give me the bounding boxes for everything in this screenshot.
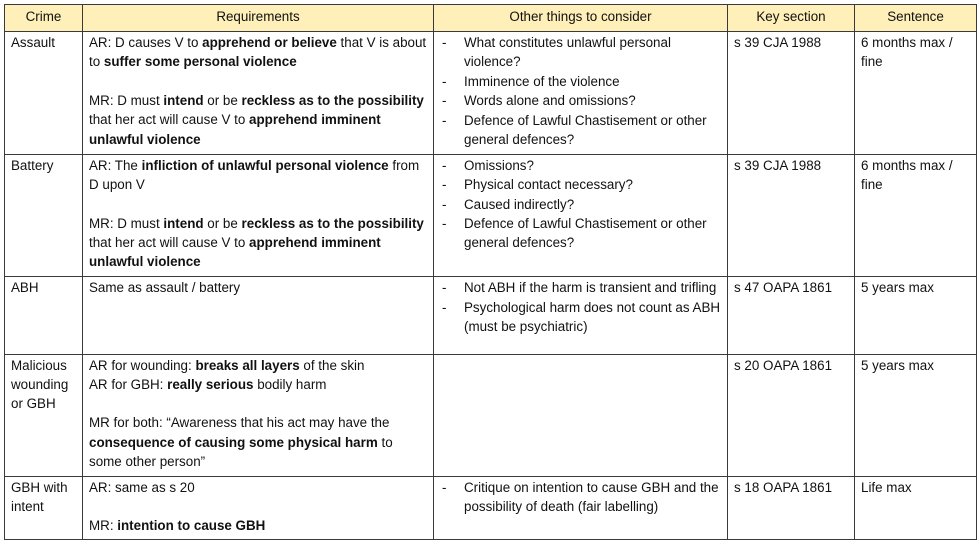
consideration-item: - Imminence of the violence xyxy=(440,72,721,91)
requirement-text: that V is about to xyxy=(89,35,427,70)
requirement-paragraph xyxy=(89,413,427,471)
crime-cell: Battery xyxy=(5,154,83,276)
requirement-emphasis: intend xyxy=(163,215,204,231)
crime-cell: Assault xyxy=(5,32,83,155)
requirements-cell xyxy=(83,476,434,539)
sentence-cell: 5 years max xyxy=(855,354,977,476)
consideration-item: - Psychological harm does not count as ABH (must be psychiatric) xyxy=(440,298,721,337)
consideration-item: - What constitutes unlawful personal violence? xyxy=(440,33,721,72)
offences-table xyxy=(4,4,977,540)
requirement-text: MR: D must xyxy=(89,92,164,108)
requirements-cell xyxy=(83,277,434,354)
requirement-text: to some other person” xyxy=(89,434,393,470)
requirement-text: AR: same as s 20 xyxy=(89,479,195,495)
consideration-item: - Words alone and omissions? xyxy=(440,91,721,110)
table-row xyxy=(5,476,977,539)
sentence-cell: 5 years max xyxy=(855,277,977,354)
requirement-paragraph xyxy=(89,91,427,149)
requirement-text: Same as assault / battery xyxy=(89,280,241,296)
requirement-emphasis: apprehend imminent unlawful violence xyxy=(89,112,381,147)
header-sentence: Sentence xyxy=(855,5,977,32)
table-row xyxy=(5,354,977,476)
table-row xyxy=(5,32,977,155)
crime-cell: GBH with intent xyxy=(5,476,83,539)
header-row xyxy=(5,5,977,32)
requirement-emphasis: intention to cause GBH xyxy=(117,518,266,534)
consideration-list xyxy=(440,156,721,253)
requirement-paragraph xyxy=(89,516,427,535)
requirement-text: of the skin xyxy=(299,357,365,373)
key-section-cell: s 39 CJA 1988 xyxy=(728,32,855,155)
header-key-section: Key section xyxy=(728,5,855,32)
requirement-paragraph xyxy=(89,33,427,72)
requirements-cell xyxy=(83,154,434,276)
crime-cell: ABH xyxy=(5,277,83,354)
consideration-item: - Defence of Lawful Chastisement or other general defences? xyxy=(440,214,721,253)
requirement-paragraph xyxy=(89,156,427,195)
consideration-item: - Defence of Lawful Chastisement or other general defences? xyxy=(440,111,721,150)
requirement-emphasis: suffer some personal violence xyxy=(103,54,297,70)
table-row xyxy=(5,154,977,276)
requirement-text: that her act will cause V to xyxy=(89,112,250,128)
consideration-item: - Omissions? xyxy=(440,156,721,175)
requirement-text: bodily harm xyxy=(253,377,327,392)
consideration-list xyxy=(440,278,721,336)
requirement-text: that her act will cause V to xyxy=(89,234,250,250)
key-section-cell: s 47 OAPA 1861 xyxy=(728,277,855,354)
crime-cell: Malicious wounding or GBH xyxy=(5,354,83,476)
table-row xyxy=(5,277,977,354)
requirement-text: AR for GBH: xyxy=(89,377,168,392)
requirement-text: MR for both: “Awareness that his act may have the xyxy=(89,415,390,431)
requirement-emphasis: apprehend imminent unlawful violence xyxy=(89,234,381,270)
header-crime: Crime xyxy=(5,5,83,32)
requirement-text: from D upon V xyxy=(89,157,420,193)
requirements-cell xyxy=(83,32,434,155)
consideration-item: - Physical contact necessary? xyxy=(440,175,721,194)
requirement-text: AR: D causes V to xyxy=(89,35,203,50)
requirement-text: MR: D must xyxy=(89,215,164,231)
requirements-cell xyxy=(83,354,434,476)
requirement-paragraph xyxy=(89,356,427,395)
other-cell xyxy=(434,354,728,476)
requirement-emphasis: intend xyxy=(163,92,204,108)
requirement-text: AR for wounding: xyxy=(89,357,196,373)
other-cell xyxy=(434,476,728,539)
sentence-cell: 6 months max / fine xyxy=(855,32,977,155)
consideration-item: - Critique on intention to cause GBH and the possibility of death (fair labelling) xyxy=(440,478,721,517)
requirement-emphasis: really serious xyxy=(167,377,254,392)
requirement-text: AR: The xyxy=(89,157,142,173)
requirement-emphasis: infliction of unlawful personal violence xyxy=(141,157,389,173)
requirement-paragraph xyxy=(89,214,427,272)
sentence-cell: Life max xyxy=(855,476,977,539)
header-other: Other things to consider xyxy=(434,5,728,32)
requirement-text: or be xyxy=(203,215,242,231)
requirement-emphasis: consequence of causing some physical harm xyxy=(89,434,378,450)
other-cell xyxy=(434,277,728,354)
key-section-cell: s 18 OAPA 1861 xyxy=(728,476,855,539)
requirement-text: MR: xyxy=(89,518,118,534)
requirement-emphasis: apprehend or believe xyxy=(202,35,337,50)
key-section-cell: s 20 OAPA 1861 xyxy=(728,354,855,476)
requirement-paragraph xyxy=(89,478,427,497)
consideration-list xyxy=(440,478,721,517)
sentence-cell: 6 months max / fine xyxy=(855,154,977,276)
requirement-paragraph xyxy=(89,278,427,297)
consideration-item: - Not ABH if the harm is transient and trifling xyxy=(440,278,721,297)
requirement-text: or be xyxy=(203,92,242,108)
consideration-list xyxy=(440,33,721,149)
requirement-emphasis: reckless as to the possibility xyxy=(241,215,424,231)
requirement-emphasis: reckless as to the possibility xyxy=(241,92,424,108)
other-cell xyxy=(434,154,728,276)
other-cell xyxy=(434,32,728,155)
key-section-cell: s 39 CJA 1988 xyxy=(728,154,855,276)
header-requirements: Requirements xyxy=(83,5,434,32)
requirement-emphasis: breaks all layers xyxy=(195,357,300,373)
consideration-item: - Caused indirectly? xyxy=(440,195,721,214)
